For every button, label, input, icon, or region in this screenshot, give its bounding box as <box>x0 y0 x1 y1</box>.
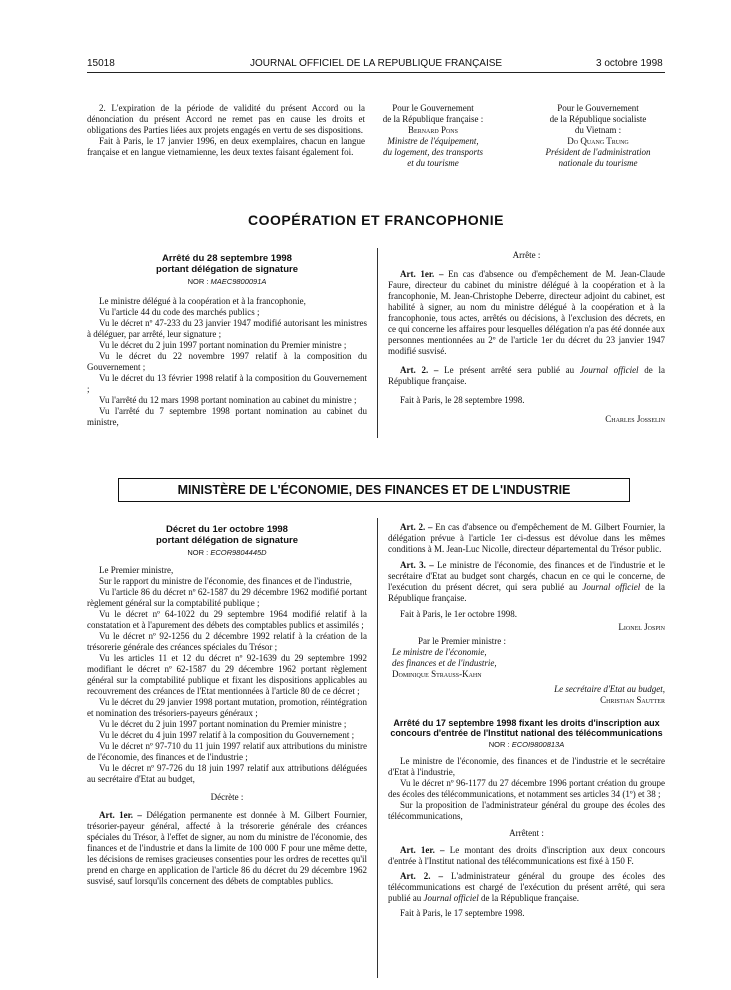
visa-line: Vu le décret nº 92-1256 du 2 décembre 1992 relatif à la création de la trésorerie générale des créances spéciales du Trésor ; <box>87 631 367 652</box>
article-text: En cas d'absence ou d'empêchement de M. Jean-Claude Faure, directeur du cabinet du ministre délégué à la coopération et à la francophonie, M. Jean-Christophe Deberre, directeur adjoint du cabinet, est habilité à signer, au nom du ministre délégué à la coopération et à la francophonie, tous actes, arrêtés ou décisions, à l'exclusion des décrets, en ce qui concerne les affaires pour lesquelles délégation n'a pas été donnée aux personnes mentionnées au 2º de l'article 1er du décret du 23 janvier 1947 modifié susvisé. <box>388 269 666 356</box>
visa-line: Vu l'arrêté du 7 septembre 1998 portant nomination au cabinet du ministre, <box>87 406 367 427</box>
minister-title: Le ministre de l'économie, <box>392 647 487 657</box>
visa-line: Vu les articles 11 et 12 du décret nº 92-1639 du 29 septembre 1992 modifiant le décret nº 62-1587 du 29 décembre 1962 portant règlement général sur la comptabilité publique et fixant les dispositions applicables au recouvrement des créances de l'Etat mentionnées à l'article 80 de ce décret ; <box>87 653 367 696</box>
article-text: Le montant des droits d'inscription aux deux concours d'entrée à l'Institut national des télécommunications est fixé à 150 F. <box>388 845 666 866</box>
visa-line: Vu le décret nº 64-1022 du 29 septembre 1964 modifié relatif à la constatation et à l'apurement des débets des comptables publics et assimilés ; <box>87 609 367 630</box>
accord-end <box>87 103 365 158</box>
nor-label: NOR : <box>488 740 510 749</box>
article-text: Le présent arrêté sera publié au <box>444 365 580 375</box>
article-label: Art. 1er. – <box>400 845 445 855</box>
article-label: Art. 3. – <box>400 560 434 570</box>
sig-line: de la République socialiste <box>549 114 647 124</box>
journal-ref: Journal officiel <box>579 365 639 375</box>
visa-line: Sur la proposition de l'administrateur général du groupe des écoles des télécommunications, <box>388 800 665 821</box>
signer-name: Dominique Strauss-Kahn <box>392 669 482 679</box>
signature-vietnam <box>528 103 668 169</box>
article-2 <box>388 871 665 904</box>
signer-name: Christian Sautter <box>600 695 665 705</box>
sig-line: du Vietnam : <box>574 125 622 135</box>
nor-reference <box>87 547 367 558</box>
visa-line: Vu le décret du 22 novembre 1997 relatif à la composition du Gouvernement ; <box>87 351 367 372</box>
visa-line: Vu l'article 86 du décret nº 62-1587 du 29 décembre 1962 modifié portant règlement général sur la comptabilité publique ; <box>87 587 367 608</box>
signer-name: Charles Josselin <box>605 414 665 424</box>
nor-label: NOR : <box>187 277 209 286</box>
article-2 <box>388 365 665 387</box>
visa-line: Vu le décret du 13 février 1998 relatif à la composition du Gouvernement ; <box>87 373 367 394</box>
sig-title: du logement, des transports <box>383 147 483 157</box>
article-label: Art. 1er. – <box>99 810 142 820</box>
visa-line: Le ministre délégué à la coopération et à la francophonie, <box>99 296 306 306</box>
page-number: 15018 <box>87 58 115 69</box>
journal-ref: Journal officiel <box>582 582 641 592</box>
sig-title: et du tourisme <box>407 158 459 168</box>
visa-line: Vu le décret du 2 juin 1997 portant nomination du Premier ministre ; <box>99 340 347 350</box>
decret-left <box>87 524 367 887</box>
page-date: 3 octobre 1998 <box>596 58 663 69</box>
decree-title: Décret du 1er octobre 1998 <box>166 524 288 535</box>
sig-line: de la République française : <box>382 114 484 124</box>
decrete-label: Décrète : <box>210 792 244 802</box>
arrete-coop-right <box>388 250 665 425</box>
article-text: L'administrateur général du groupe des écoles des télécommunications est chargé de l'exécution du présent arrêté, qui sera publié au <box>388 871 665 903</box>
journal-title: JOURNAL OFFICIEL DE LA REPUBLIQUE FRANÇAISE <box>250 58 503 69</box>
visa-line: Vu le décret du 4 juin 1997 relatif à la composition du Gouvernement ; <box>99 730 355 740</box>
ministry-heading: MINISTÈRE DE L'ÉCONOMIE, DES FINANCES ET DE L'INDUSTRIE <box>118 478 630 502</box>
signer-name: Bernard Pons <box>408 125 458 135</box>
accord-paragraph: 2. L'expiration de la période de validité du présent Accord ou la dénonciation du présent Accord ne remet pas en cause les droits et obligations des Parties liées aux projets engagés en vertu de ses dispositions. <box>87 103 365 135</box>
visa-line: Vu le décret nº 96-1177 du 27 décembre 1996 portant création du groupe des écoles des télécommunications, et notamment ses articles 34 (1º) et 38 ; <box>388 778 665 799</box>
nor-code: ECOI9800813A <box>511 740 565 749</box>
minister-title: des finances et de l'industrie, <box>392 658 497 668</box>
article-2 <box>388 522 665 555</box>
article-label: Art. 1er. – <box>400 269 444 279</box>
sig-title: Président de l'administration <box>545 147 651 157</box>
column-divider <box>377 518 378 978</box>
visa-line: Vu le décret nº 97-710 du 11 juin 1997 relatif aux attributions du ministre de l'économie, des finances et de l'industrie ; <box>87 741 367 762</box>
nor-code: ECOR9804445D <box>210 548 267 557</box>
article-1 <box>388 269 665 357</box>
nor-label: NOR : <box>187 548 209 557</box>
visa-line: Vu l'article 44 du code des marchés publics ; <box>99 307 260 317</box>
arrete-title: Arrêté du 17 septembre 1998 fixant les droits d'inscription aux concours d'entrée de l'Institut national des télécommunications <box>390 718 663 738</box>
visa-line: Le Premier ministre, <box>99 565 174 575</box>
signature-france <box>372 103 494 169</box>
section-heading: COOPÉRATION ET FRANCOPHONIE <box>248 212 504 228</box>
sig-title: nationale du tourisme <box>558 158 638 168</box>
visa-line: Vu le décret du 2 juin 1997 portant nomination du Premier ministre ; <box>99 719 347 729</box>
visa-line: Vu le décret nº 47-233 du 23 janvier 1947 modifié autorisant les ministres à déléguer, par arrêté, leur signature ; <box>87 318 367 339</box>
nor-reference <box>388 739 665 750</box>
nor-reference <box>87 276 367 287</box>
visa-line: Le ministre de l'économie, des finances et de l'industrie et le secrétaire d'Etat à l'industrie, <box>388 756 665 777</box>
nor-code: MAEC9800091A <box>210 277 267 286</box>
arrete-coop-left <box>87 253 367 428</box>
visa-line: Vu le décret du 29 janvier 1998 portant mutation, promotion, réintégration et nomination des trésoriers-payeurs généraux ; <box>87 697 367 718</box>
visa-line: Sur le rapport du ministre de l'économie, des finances et de l'industrie, <box>99 576 352 586</box>
article-label: Art. 2. – <box>400 522 433 532</box>
article-text: de la République française. <box>478 893 579 903</box>
signer-name: Lionel Jospin <box>618 622 665 632</box>
signer-name: Do Quang Trung <box>567 136 629 146</box>
minister-title: Le secrétaire d'Etat au budget, <box>554 684 665 694</box>
article-1 <box>87 810 367 887</box>
sig-title: Ministre de l'équipement, <box>387 136 479 146</box>
decree-title: Arrêté du 28 septembre 1998 <box>162 253 292 264</box>
decret-right <box>388 522 665 919</box>
sig-line: Pour le Gouvernement <box>557 103 639 113</box>
decree-subtitle: portant délégation de signature <box>156 264 298 275</box>
fait-line: Fait à Paris, le 17 septembre 1998. <box>400 908 525 918</box>
journal-ref: Journal officiel <box>423 893 479 903</box>
par-line: Par le Premier ministre : <box>418 636 506 646</box>
column-divider <box>377 248 378 438</box>
article-3 <box>388 560 665 604</box>
article-text: Délégation permanente est donnée à M. Gilbert Fournier, trésorier-payeur général, affecté à la trésorerie générale des créances spéciales du Trésor, à l'effet de signer, au nom du ministre de l'économie, des finances et de l'industrie et dans la limite de 100 000 F pour une même dette, les décisions de remises gracieuses consenties pour les ordres de recettes qu'il prend en charge en application de l'article 86 du décret du 29 décembre 1962 susvisé, sauf lorsqu'ils concernent des débets de comptables publics. <box>87 810 368 886</box>
fait-line: Fait à Paris, le 1er octobre 1998. <box>400 609 517 619</box>
visa-line: Vu l'arrêté du 12 mars 1998 portant nomination au cabinet du ministre ; <box>99 395 357 405</box>
arretent-label: Arrêtent : <box>509 828 544 838</box>
fait-line: Fait à Paris, le 28 septembre 1998. <box>400 395 525 405</box>
article-text: de la République française. <box>388 365 665 386</box>
sig-line: Pour le Gouvernement <box>392 103 474 113</box>
article-1 <box>388 845 665 867</box>
article-text: de la République française. <box>388 582 665 603</box>
article-text: En cas d'absence ou d'empêchement de M. Gilbert Fournier, la délégation prévue à l'article 1er ci-dessus est dévolue dans les mêmes conditions à M. Jean-Luc Nicolle, directeur départemental du Trésor public. <box>388 522 665 554</box>
arrete-label: Arrête : <box>512 250 541 260</box>
decree-subtitle: portant délégation de signature <box>156 535 298 546</box>
visa-line: Vu le décret nº 97-726 du 18 juin 1997 relatif aux attributions déléguées au secrétaire d'Etat au budget, <box>87 763 367 784</box>
article-label: Art. 2. – <box>400 871 443 881</box>
article-text: Le ministre de l'économie, des finances et de l'industrie et le secrétaire d'Etat au budget sont chargés, chacun en ce qui le concerne, de l'exécution du présent décret, qui sera publié au <box>388 560 666 592</box>
header-rule <box>87 72 665 73</box>
article-label: Art. 2. – <box>400 365 439 375</box>
accord-paragraph: Fait à Paris, le 17 janvier 1996, en deux exemplaires, chacun en langue française et en langue vietnamienne, les deux textes faisant également foi. <box>87 136 365 157</box>
